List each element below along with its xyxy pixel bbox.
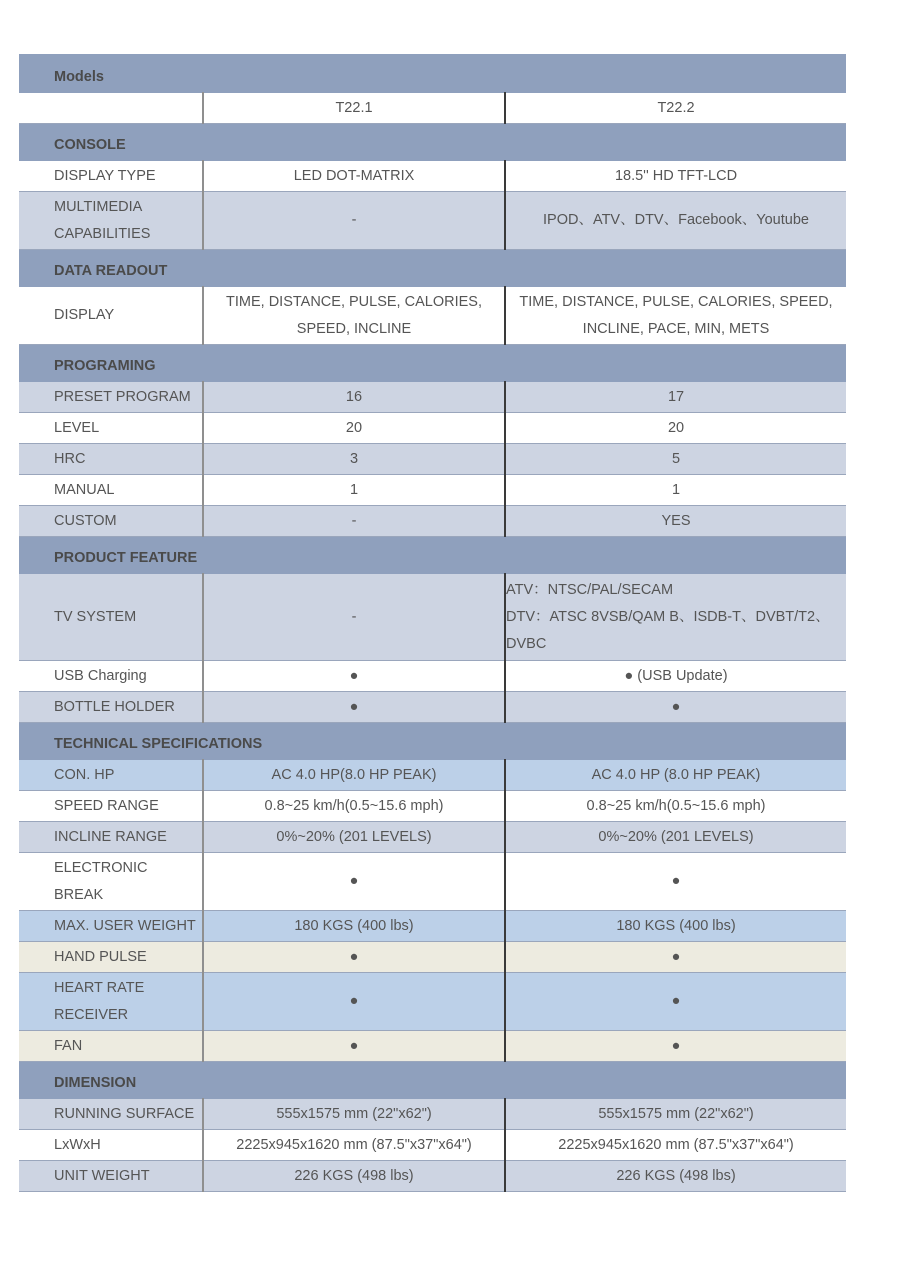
value-t22-2-text: 0%~20% (201 LEVELS)	[598, 828, 754, 845]
value-t22-2-text: 226 KGS (498 lbs)	[616, 1167, 736, 1184]
value-t22-2	[505, 93, 846, 124]
spec-label-text: TV SYSTEM	[54, 608, 137, 625]
spec-label-text: RUNNING SURFACE	[54, 1105, 195, 1122]
section-title-text: DATA READOUT	[54, 262, 168, 279]
value-t22-1	[203, 287, 505, 345]
spec-label-text: PRESET PROGRAM	[54, 388, 191, 405]
spec-row-manual	[19, 475, 846, 506]
spec-row-max-user-weight	[19, 911, 846, 942]
value-t22-2-text: 20	[667, 419, 685, 436]
value-t22-2-text: IPOD、ATV、DTV、Facebook、Youtube	[543, 212, 809, 228]
value-t22-1-line: SPEED, INCLINE	[296, 320, 412, 337]
value-t22-2-text: ●	[671, 873, 681, 889]
value-t22-2	[505, 192, 846, 250]
spec-label-line: CAPABILITIES	[54, 225, 151, 242]
value-t22-1-line: TIME, DISTANCE, PULSE, CALORIES,	[226, 293, 482, 310]
value-t22-2-text: YES	[661, 512, 691, 529]
spec-label-text: CON. HP	[54, 766, 115, 783]
spec-label-text: MANUAL	[54, 481, 115, 498]
spec-label	[19, 192, 203, 250]
value-t22-1	[203, 1130, 505, 1161]
spec-label	[19, 287, 203, 345]
value-t22-1	[203, 973, 505, 1031]
value-t22-1-text: ●	[349, 698, 359, 715]
spec-label-line: ELECTRONIC	[54, 859, 148, 876]
spec-label	[19, 161, 203, 192]
spec-row-con-hp	[19, 760, 846, 791]
value-t22-1	[203, 692, 505, 723]
section-header-programing	[19, 345, 846, 382]
spec-row-incline-range	[19, 822, 846, 853]
value-t22-2-text: 180 KGS (400 lbs)	[616, 917, 736, 934]
spec-label	[19, 911, 203, 942]
value-t22-2-text: 0.8~25 km/h(0.5~15.6 mph)	[586, 797, 766, 814]
value-t22-1-text: -	[351, 512, 357, 529]
spec-label	[19, 574, 203, 661]
value-t22-1	[203, 791, 505, 822]
spec-label-line: RECEIVER	[54, 1006, 129, 1023]
value-t22-1	[203, 382, 505, 413]
section-title	[19, 54, 846, 93]
section-header-models	[19, 54, 846, 93]
spec-row-unit-weight	[19, 1161, 846, 1192]
spec-row-heart-rate-receiver	[19, 973, 846, 1031]
value-t22-2	[505, 1161, 846, 1192]
section-title	[19, 345, 846, 382]
value-t22-2	[505, 161, 846, 192]
value-t22-1-text: -	[351, 212, 357, 228]
spec-label	[19, 822, 203, 853]
value-t22-1	[203, 822, 505, 853]
section-title	[19, 1062, 846, 1099]
spec-label-text: FAN	[54, 1037, 83, 1054]
value-t22-1-text: ●	[349, 1037, 359, 1054]
value-t22-2	[505, 413, 846, 444]
value-t22-2	[505, 911, 846, 942]
spec-label-text: HAND PULSE	[54, 948, 147, 965]
value-t22-1	[203, 413, 505, 444]
value-t22-2	[505, 444, 846, 475]
value-t22-2-text: T22.2	[657, 99, 695, 116]
spec-label	[19, 475, 203, 506]
value-t22-2	[505, 1130, 846, 1161]
spec-row-hand-pulse	[19, 942, 846, 973]
value-t22-2-line: DTV：ATSC 8VSB/QAM B、ISDB-T、DVBT/T2、	[506, 608, 830, 625]
value-t22-1-text: 1	[349, 481, 359, 498]
value-t22-1	[203, 1099, 505, 1130]
value-t22-2-text: ●	[671, 993, 681, 1009]
value-t22-1-text: 226 KGS (498 lbs)	[294, 1167, 414, 1184]
value-t22-1-text: AC 4.0 HP(8.0 HP PEAK)	[271, 766, 437, 783]
value-t22-1-text: 16	[345, 388, 363, 405]
value-t22-2-text: ●	[671, 1037, 681, 1054]
value-t22-2	[505, 853, 846, 911]
value-t22-1-text: 180 KGS (400 lbs)	[294, 917, 414, 934]
spec-label	[19, 853, 203, 911]
section-header-console	[19, 124, 846, 161]
spec-row-fan	[19, 1031, 846, 1062]
spec-label-text: USB Charging	[54, 667, 147, 684]
spec-row-display-type	[19, 161, 846, 192]
value-t22-1-text: 0%~20% (201 LEVELS)	[276, 828, 432, 845]
spec-row-tv-system	[19, 574, 846, 661]
value-t22-2	[505, 760, 846, 791]
value-t22-1-text: T22.1	[335, 99, 373, 116]
value-t22-1-text: ●	[349, 993, 359, 1009]
section-title	[19, 250, 846, 287]
spec-row-level	[19, 413, 846, 444]
spec-label-text: DISPLAY TYPE	[54, 167, 156, 184]
spec-label-line: BREAK	[54, 886, 104, 903]
spec-row-display	[19, 287, 846, 345]
spec-label	[19, 791, 203, 822]
value-t22-2	[505, 475, 846, 506]
spec-row-usb-charging	[19, 661, 846, 692]
spec-label	[19, 413, 203, 444]
value-t22-2-line: ATV：NTSC/PAL/SECAM	[506, 581, 674, 598]
value-t22-1	[203, 760, 505, 791]
spec-label-text: LEVEL	[54, 419, 100, 436]
value-t22-2	[505, 942, 846, 973]
section-title-text: TECHNICAL SPECIFICATIONS	[54, 735, 263, 752]
value-t22-2	[505, 791, 846, 822]
spec-row-speed-range	[19, 791, 846, 822]
spec-label	[19, 1161, 203, 1192]
value-t22-2-line: INCLINE, PACE, MIN, METS	[582, 320, 770, 337]
spec-label	[19, 661, 203, 692]
value-t22-1-text: 2225x945x1620 mm (87.5"x37"x64")	[236, 1136, 472, 1153]
value-t22-2	[505, 973, 846, 1031]
spec-label	[19, 382, 203, 413]
value-t22-2	[505, 574, 846, 661]
value-t22-2-text: ●	[671, 698, 681, 715]
spec-table	[19, 54, 846, 1192]
section-title-text: Models	[54, 68, 104, 85]
value-t22-2	[505, 1031, 846, 1062]
value-t22-1-text: 20	[345, 419, 363, 436]
value-t22-2-text: ● (USB Update)	[624, 667, 728, 684]
section-title	[19, 124, 846, 161]
value-t22-2	[505, 1099, 846, 1130]
spec-label	[19, 444, 203, 475]
value-t22-2-text: ●	[671, 948, 681, 965]
spec-label	[19, 973, 203, 1031]
value-t22-1	[203, 1161, 505, 1192]
value-t22-1-text: ●	[349, 948, 359, 965]
value-t22-1	[203, 93, 505, 124]
value-t22-1-text: ●	[349, 873, 359, 889]
section-header-data-readout	[19, 250, 846, 287]
value-t22-2-text: 1	[671, 481, 681, 498]
section-title-text: CONSOLE	[54, 136, 126, 153]
value-t22-2-line: TIME, DISTANCE, PULSE, CALORIES, SPEED,	[519, 293, 833, 310]
spec-label	[19, 942, 203, 973]
section-title	[19, 537, 846, 574]
spec-row-multimedia-capabilities	[19, 192, 846, 250]
value-t22-2	[505, 506, 846, 537]
value-t22-2-text: 555x1575 mm (22"x62")	[598, 1105, 754, 1122]
spec-label	[19, 692, 203, 723]
value-t22-1	[203, 161, 505, 192]
section-title-text: DIMENSION	[54, 1074, 137, 1091]
spec-row-bottle-holder	[19, 692, 846, 723]
section-title-text: PROGRAMING	[54, 357, 156, 374]
spec-row-electronic-break	[19, 853, 846, 911]
spec-row-lxwxh	[19, 1130, 846, 1161]
spec-label-line: HEART RATE	[54, 979, 145, 996]
value-t22-2	[505, 382, 846, 413]
spec-label-text: INCLINE RANGE	[54, 828, 167, 845]
spec-label	[19, 760, 203, 791]
value-t22-2-text: 18.5'' HD TFT-LCD	[614, 167, 738, 184]
value-t22-2-text: 5	[671, 450, 681, 467]
spec-label-text: BOTTLE HOLDER	[54, 698, 175, 715]
value-t22-1	[203, 911, 505, 942]
spec-label-text: CUSTOM	[54, 512, 117, 529]
spec-row-preset-program	[19, 382, 846, 413]
section-header-dimension	[19, 1062, 846, 1099]
value-t22-1	[203, 853, 505, 911]
value-t22-1-text: 555x1575 mm (22"x62")	[276, 1105, 432, 1122]
value-t22-1-text: ●	[349, 667, 359, 684]
spec-label-text: LxWxH	[54, 1136, 101, 1153]
spec-label-line: MULTIMEDIA	[54, 198, 143, 215]
spec-label	[19, 1099, 203, 1130]
value-t22-2	[505, 822, 846, 853]
value-t22-2	[505, 692, 846, 723]
value-t22-1	[203, 475, 505, 506]
value-t22-2	[505, 287, 846, 345]
value-t22-2	[505, 661, 846, 692]
spec-label-text: HRC	[54, 450, 86, 467]
value-t22-1	[203, 942, 505, 973]
section-title-text: PRODUCT FEATURE	[54, 549, 198, 566]
spec-label-text: UNIT WEIGHT	[54, 1167, 150, 1184]
spec-label	[19, 506, 203, 537]
spec-row-hrc	[19, 444, 846, 475]
value-t22-1	[203, 444, 505, 475]
spec-label	[19, 1031, 203, 1062]
spec-row-models	[19, 93, 846, 124]
section-header-technical-specifications	[19, 723, 846, 760]
value-t22-1	[203, 574, 505, 661]
value-t22-2-text: 2225x945x1620 mm (87.5"x37"x64")	[558, 1136, 794, 1153]
value-t22-1	[203, 1031, 505, 1062]
value-t22-2-line: DVBC	[506, 635, 547, 652]
value-t22-1	[203, 661, 505, 692]
value-t22-1	[203, 192, 505, 250]
spec-label-text: DISPLAY	[54, 307, 115, 323]
spec-label-text: SPEED RANGE	[54, 797, 159, 814]
value-t22-1	[203, 506, 505, 537]
value-t22-1-text: 3	[349, 450, 359, 467]
value-t22-1-text: -	[351, 608, 357, 625]
spec-row-running-surface	[19, 1099, 846, 1130]
spec-label	[19, 1130, 203, 1161]
value-t22-2-text: 17	[667, 388, 685, 405]
section-header-product-feature	[19, 537, 846, 574]
value-t22-2-text: AC 4.0 HP (8.0 HP PEAK)	[591, 766, 761, 783]
section-title	[19, 723, 846, 760]
spec-label	[19, 93, 203, 124]
value-t22-1-text: 0.8~25 km/h(0.5~15.6 mph)	[264, 797, 444, 814]
spec-label-text: MAX. USER WEIGHT	[54, 917, 196, 934]
value-t22-1-text: LED DOT-MATRIX	[293, 167, 415, 184]
spec-row-custom	[19, 506, 846, 537]
